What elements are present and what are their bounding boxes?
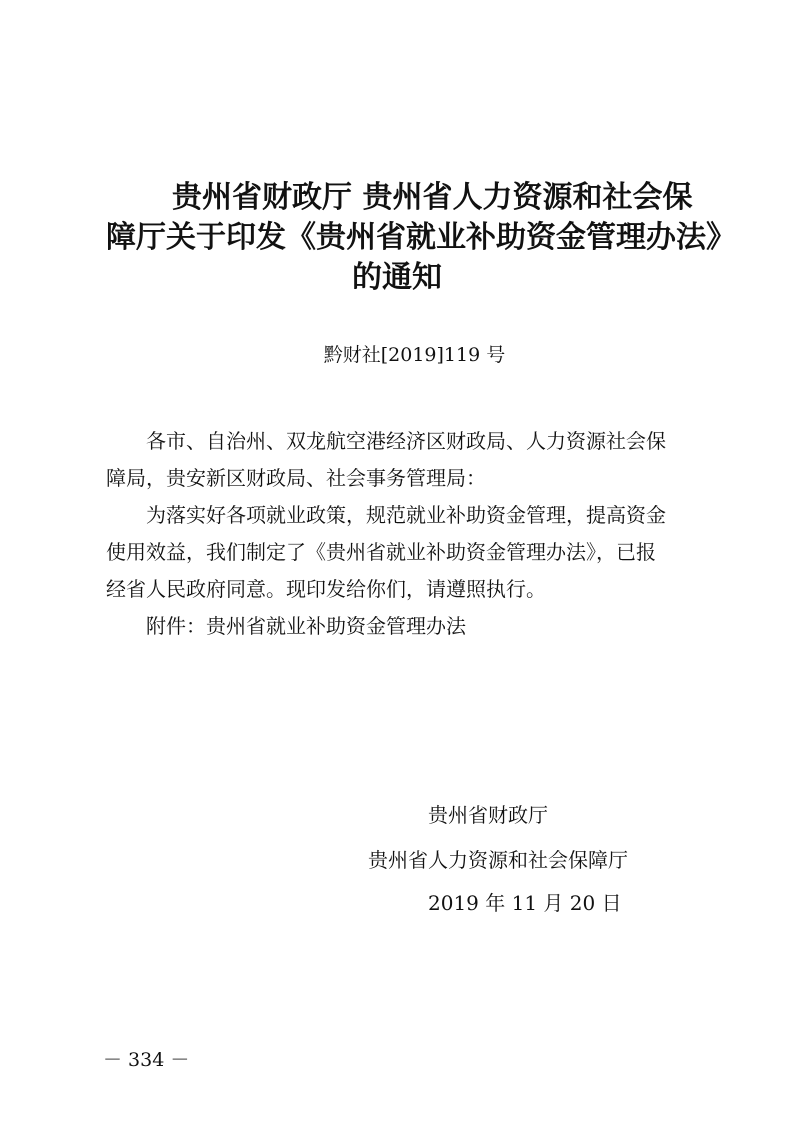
body-line-3: 经省人民政府同意。现印发给你们，请遵照执行。 [106,577,546,601]
signature-hr-department: 贵州省人力资源和社会保障厅 [368,848,628,872]
title-line-1: 贵州省财政厅 贵州省人力资源和社会保 [172,180,693,215]
attachment-line [106,608,704,645]
document-number: 黔财社[2019]119 号 [323,344,506,366]
document-title [100,178,736,298]
signature-finance-department: 贵州省财政厅 [428,803,548,827]
body-line-1: 为落实好各项就业政策，规范就业补助资金管理，提高资金 [146,503,666,527]
addressee-continued [106,460,704,497]
addressee-line-2: 障局，贵安新区财政局、社会事务管理局： [106,466,486,490]
addressee [106,423,704,460]
body-line-2: 使用效益，我们制定了《贵州省就业补助资金管理办法》，已报 [106,540,656,564]
document-body [106,423,704,645]
body-paragraph [106,497,704,534]
title-line-3: 的通知 [352,260,442,295]
attachment-text: 附件：贵州省就业补助资金管理办法 [146,614,466,638]
body-paragraph-continued [106,534,704,608]
addressee-line-1: 各市、自治州、双龙航空港经济区财政局、人力资源社会保 [146,429,666,453]
title-line-2: 障厅关于印发《贵州省就业补助资金管理办法》 [106,220,736,255]
page-number: － 334 － [103,1049,190,1071]
signature-date: 2019 年 11 月 20 日 [428,891,622,915]
